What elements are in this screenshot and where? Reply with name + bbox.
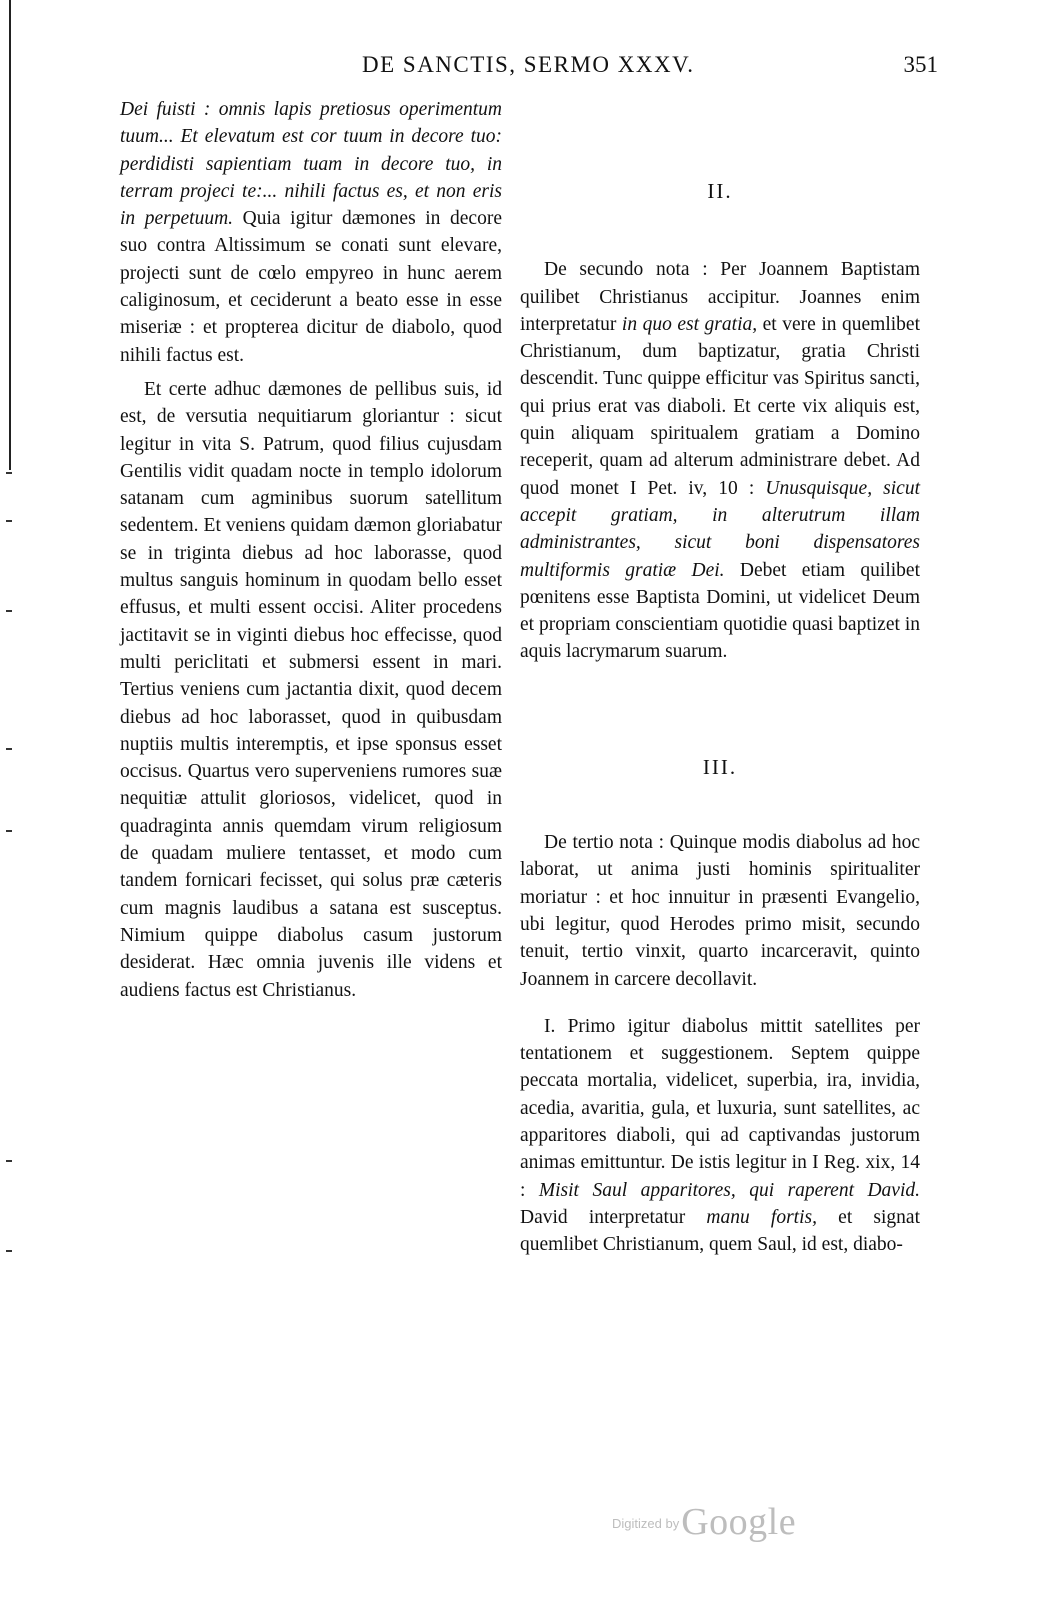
digitized-by-google-watermark <box>612 1500 796 1544</box>
digitized-label: Digitized by <box>612 1516 680 1531</box>
paragraph-primo-igitur <box>520 1013 920 1259</box>
scripture-quote: manu fortis, <box>706 1206 817 1228</box>
section-number-iii: III. <box>702 754 738 779</box>
binding-edge-mark <box>6 472 12 474</box>
paragraph-de-tertio: De tertio nota : Quinque modis diabolus ad hoc laborat, ut anima justi hominis spiritualiter moriatur : et hoc innuitur in præsenti Evangelio, ubi legitur, quod Herodes primo misit, secundo tenuit, tertio vinxit, quarto incarceravit, quinto Joannem in carcere decollavit. <box>520 832 920 990</box>
paragraph-text: Debet etiam quilibet pœnitens esse Baptista Domini, ut videlicet Deum et propriam conscientiam quotidie quasi baptizet in aquis lacrymarum suarum. <box>520 559 920 663</box>
paragraph-text: et signat quemlibet Christianum, quem Saul, id est, diabo- <box>520 1206 921 1256</box>
paragraph-dei-fuisti <box>120 96 502 369</box>
paragraph-text: David interpretatur <box>520 1206 707 1228</box>
paragraph-text: De secundo nota : Per Joannem Baptistam quilibet Christianus accipitur. Joannes enim interpretatur <box>520 259 920 335</box>
binding-edge-mark <box>6 610 12 612</box>
binding-edge-line <box>9 0 11 470</box>
paragraph-text: I. Primo igitur diabolus mittit satellites per tentationem et suggestionem. Septem quippe peccata mortalia, videlicet, superbia, ira, invidia, acedia, avaritia, gula, et luxuria, sunt satellites, ac apparitores diaboli, qui ad captivandas justorum animas emittuntur. De istis legitur in I Reg. xix, 14 : <box>520 1015 920 1201</box>
binding-edge-mark <box>6 748 12 750</box>
paragraph-de-secundo <box>520 256 920 665</box>
binding-edge-mark <box>6 1160 12 1162</box>
right-column <box>520 96 920 1259</box>
binding-edge-mark <box>6 520 12 522</box>
paragraph-et-certe: Et certe adhuc dæmones de pellibus suis, id est, de versutia nequitiarum gloriantur : sicut legitur in vita S. Patrum, quod filius cujusdam Gentilis vidit quadam nocte in templo idolorum satanam cum agminibus suorum satellitum sedentem. Et veniens quidam dæmon gloriabatur se in triginta diebus ad hoc laborasse, quod multus sanguis hominum in quodam bello esset effusus, et multi essent occisi. Aliter procedens jactitavit se in viginti diebus hoc effecisse, quod multi periclitati et submersi essent in mari. Tertius veniens cum jactantia dixit, quod decem diebus ad hoc laborasset, quod in quibusdam nuptiis multis interemptis, et ipse sponsus esset occisus. Quartus vero superveniens rumores suæ nequitiæ attulit gloriosos, videlicet, quod in quadraginta annis quemdam virum religiosum de quadam muliere tentasset, et modo cum tandem fornicari fecisset, qui solus præ cæteris cum magnis laudibus a satana est susceptus. Nimium quippe diabolus casum justorum desiderat. Hæc omnia juvenis ille videns et audiens factus est Christianus. <box>120 378 502 1001</box>
binding-edge-mark <box>6 1250 12 1252</box>
page-number: 351 <box>903 52 938 77</box>
section-number-ii: II. <box>707 179 733 203</box>
running-title: DE SANCTIS, SERMO XXXV. <box>362 52 695 77</box>
paragraph-text: Quia igitur dæmones in decore suo contra Altissimum se conati sunt elevare, projecti sunt de cœlo empyreo in hunc aerem caliginosum, et ceciderunt a beato esse in esse miseriæ : et propterea dicitur de diabolo, quod nihili factus est. <box>120 208 502 366</box>
left-column <box>120 96 502 1004</box>
paragraph-text: et vere in quemlibet Christianum, dum baptizatur, gratia Christi descendit. Tunc quippe efficitur vas Spiritus sancti, qui prius erat vas diaboli. Et certe vix aliquis est, quin aliquam spiritualem gratiam a Domino receperit, quam ad alterum administrare debet. Ad quod monet I Pet. iv, 10 : <box>520 313 921 499</box>
binding-edge-mark <box>6 830 12 832</box>
scripture-quote: Unusquisque, sicut accepit gratiam, in alterutrum illam administrantes, sicut boni dispensatores multiformis gratiæ Dei. <box>520 477 920 581</box>
scripture-quote: in quo est gratia, <box>621 313 758 335</box>
scripture-quote: Misit Saul apparitores, qui raperent David. <box>538 1179 920 1201</box>
scripture-quote: Dei fuisti : omnis lapis pretiosus operimentum tuum... Et elevatum est cor tuum in decore tuo: perdidisti sapientiam tuam in decore tuo, in terram projeci te:... nihili factus es, et non eris in perpetuum. <box>120 99 502 230</box>
google-logo: Google <box>681 1501 797 1543</box>
